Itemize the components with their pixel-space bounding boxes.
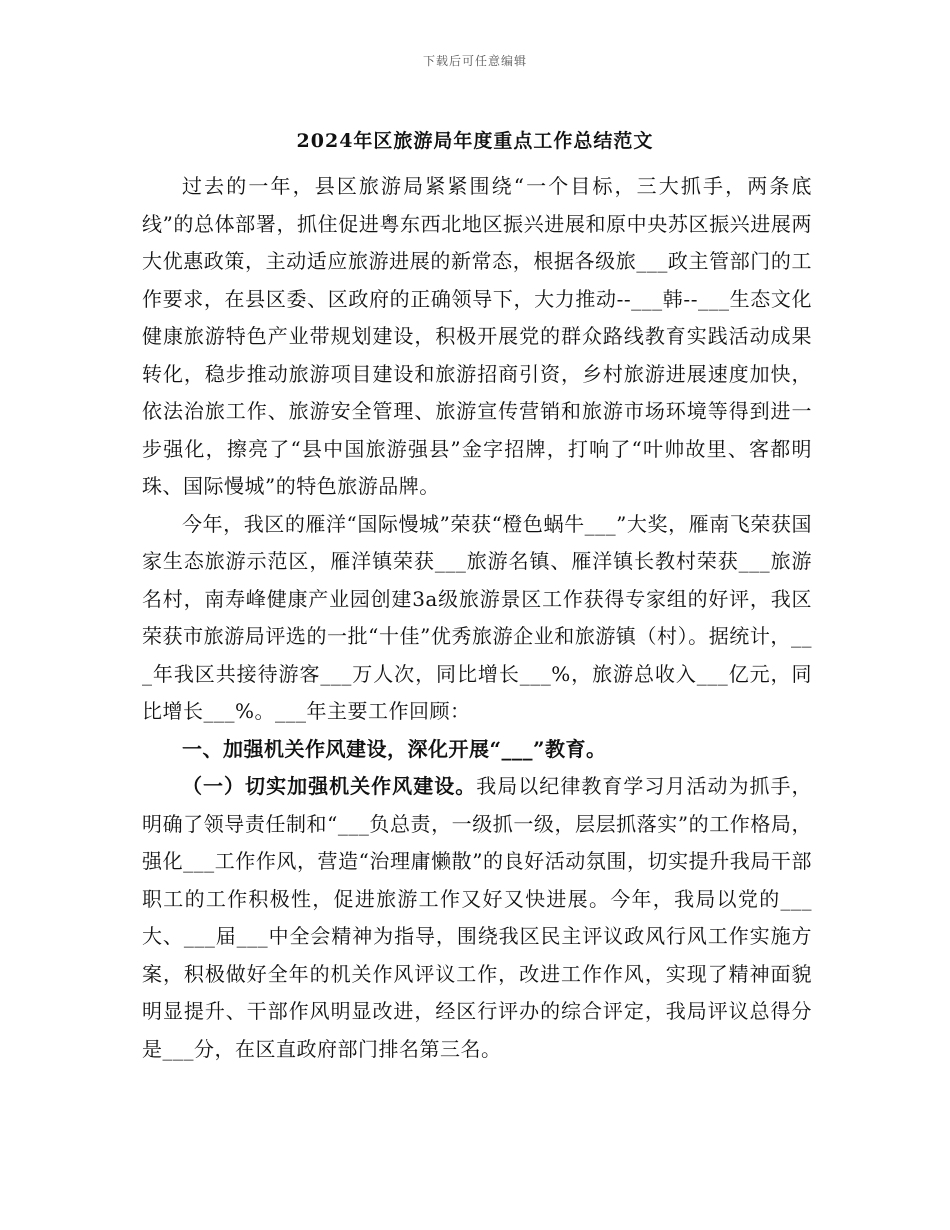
document-body	[142, 168, 812, 1068]
document-title: 2024年区旅游局年度重点工作总结范文	[296, 130, 654, 152]
paragraph-overview: 过去的一年，县区旅游局紧紧围绕“一个目标，三大抓手，两条底线”的总体部署，抓住促进粤东西北地区振兴进展和原中央苏区振兴进展两大优惠政策，主动适应旅游进展的新常态，根据各级旅___政主管部门的工作要求，在县区委、区政府的正确领导下，大力推动--___韩--___生态文化健康旅游特色产业带规划建设，积极开展党的群众路线教育实践活动成果转化，稳步推动旅游项目建设和旅游招商引资，乡村旅游进展速度加快，依法治旅工作、旅游安全管理、旅游宣传营销和旅游市场环境等得到进一步强化，擦亮了“县中国旅游强县”金字招牌，打响了“叶帅故里、客都明珠、国际慢城”的特色旅游品牌。	[142, 174, 812, 498]
header-note: 下载后可任意编辑	[422, 54, 527, 68]
paragraph-achievements: 今年，我区的雁洋“国际慢城”荣获“橙色蜗牛___”大奖，雁南飞荣获国家生态旅游示范区，雁洋镇荣获___旅游名镇、雁洋镇长教村荣获___旅游名村，南寿峰健康产业园创建3a级旅游景区工作获得专家组的好评，我区荣获市旅游局评选的一批“十佳”优秀旅游企业和旅游镇（村）。据统计，___年我区共接待游客___万人次，同比增长___%，旅游总收入___亿元，同比增长___%。___年主要工作回顾：	[142, 511, 812, 723]
paragraph-subsection	[142, 768, 812, 1068]
subsection-lead: （一）切实加强机关作风建设。	[182, 774, 477, 798]
subsection-text: 我局以纪律教育学习月活动为抓手，明确了领导责任制和“___负总责，一级抓一级，层层抓落实”的工作格局，强化___工作作风，营造“治理庸懒散”的良好活动氛围，切实提升我局干部职工的工作积极性，促进旅游工作又好又快进展。今年，我局以党的___大、___届___中全会精神为指导，围绕我区民主评议政风行风工作实施方案，积极做好全年的机关作风评议工作，改进工作作风，实现了精神面貌明显提升、干部作风明显改进，经区行评办的综合评定，我局评议总得分是___分，在区直政府部门排名第三名。	[142, 774, 813, 1061]
section-heading: 一、加强机关作风建设，深化开展“___”教育。	[182, 736, 607, 761]
